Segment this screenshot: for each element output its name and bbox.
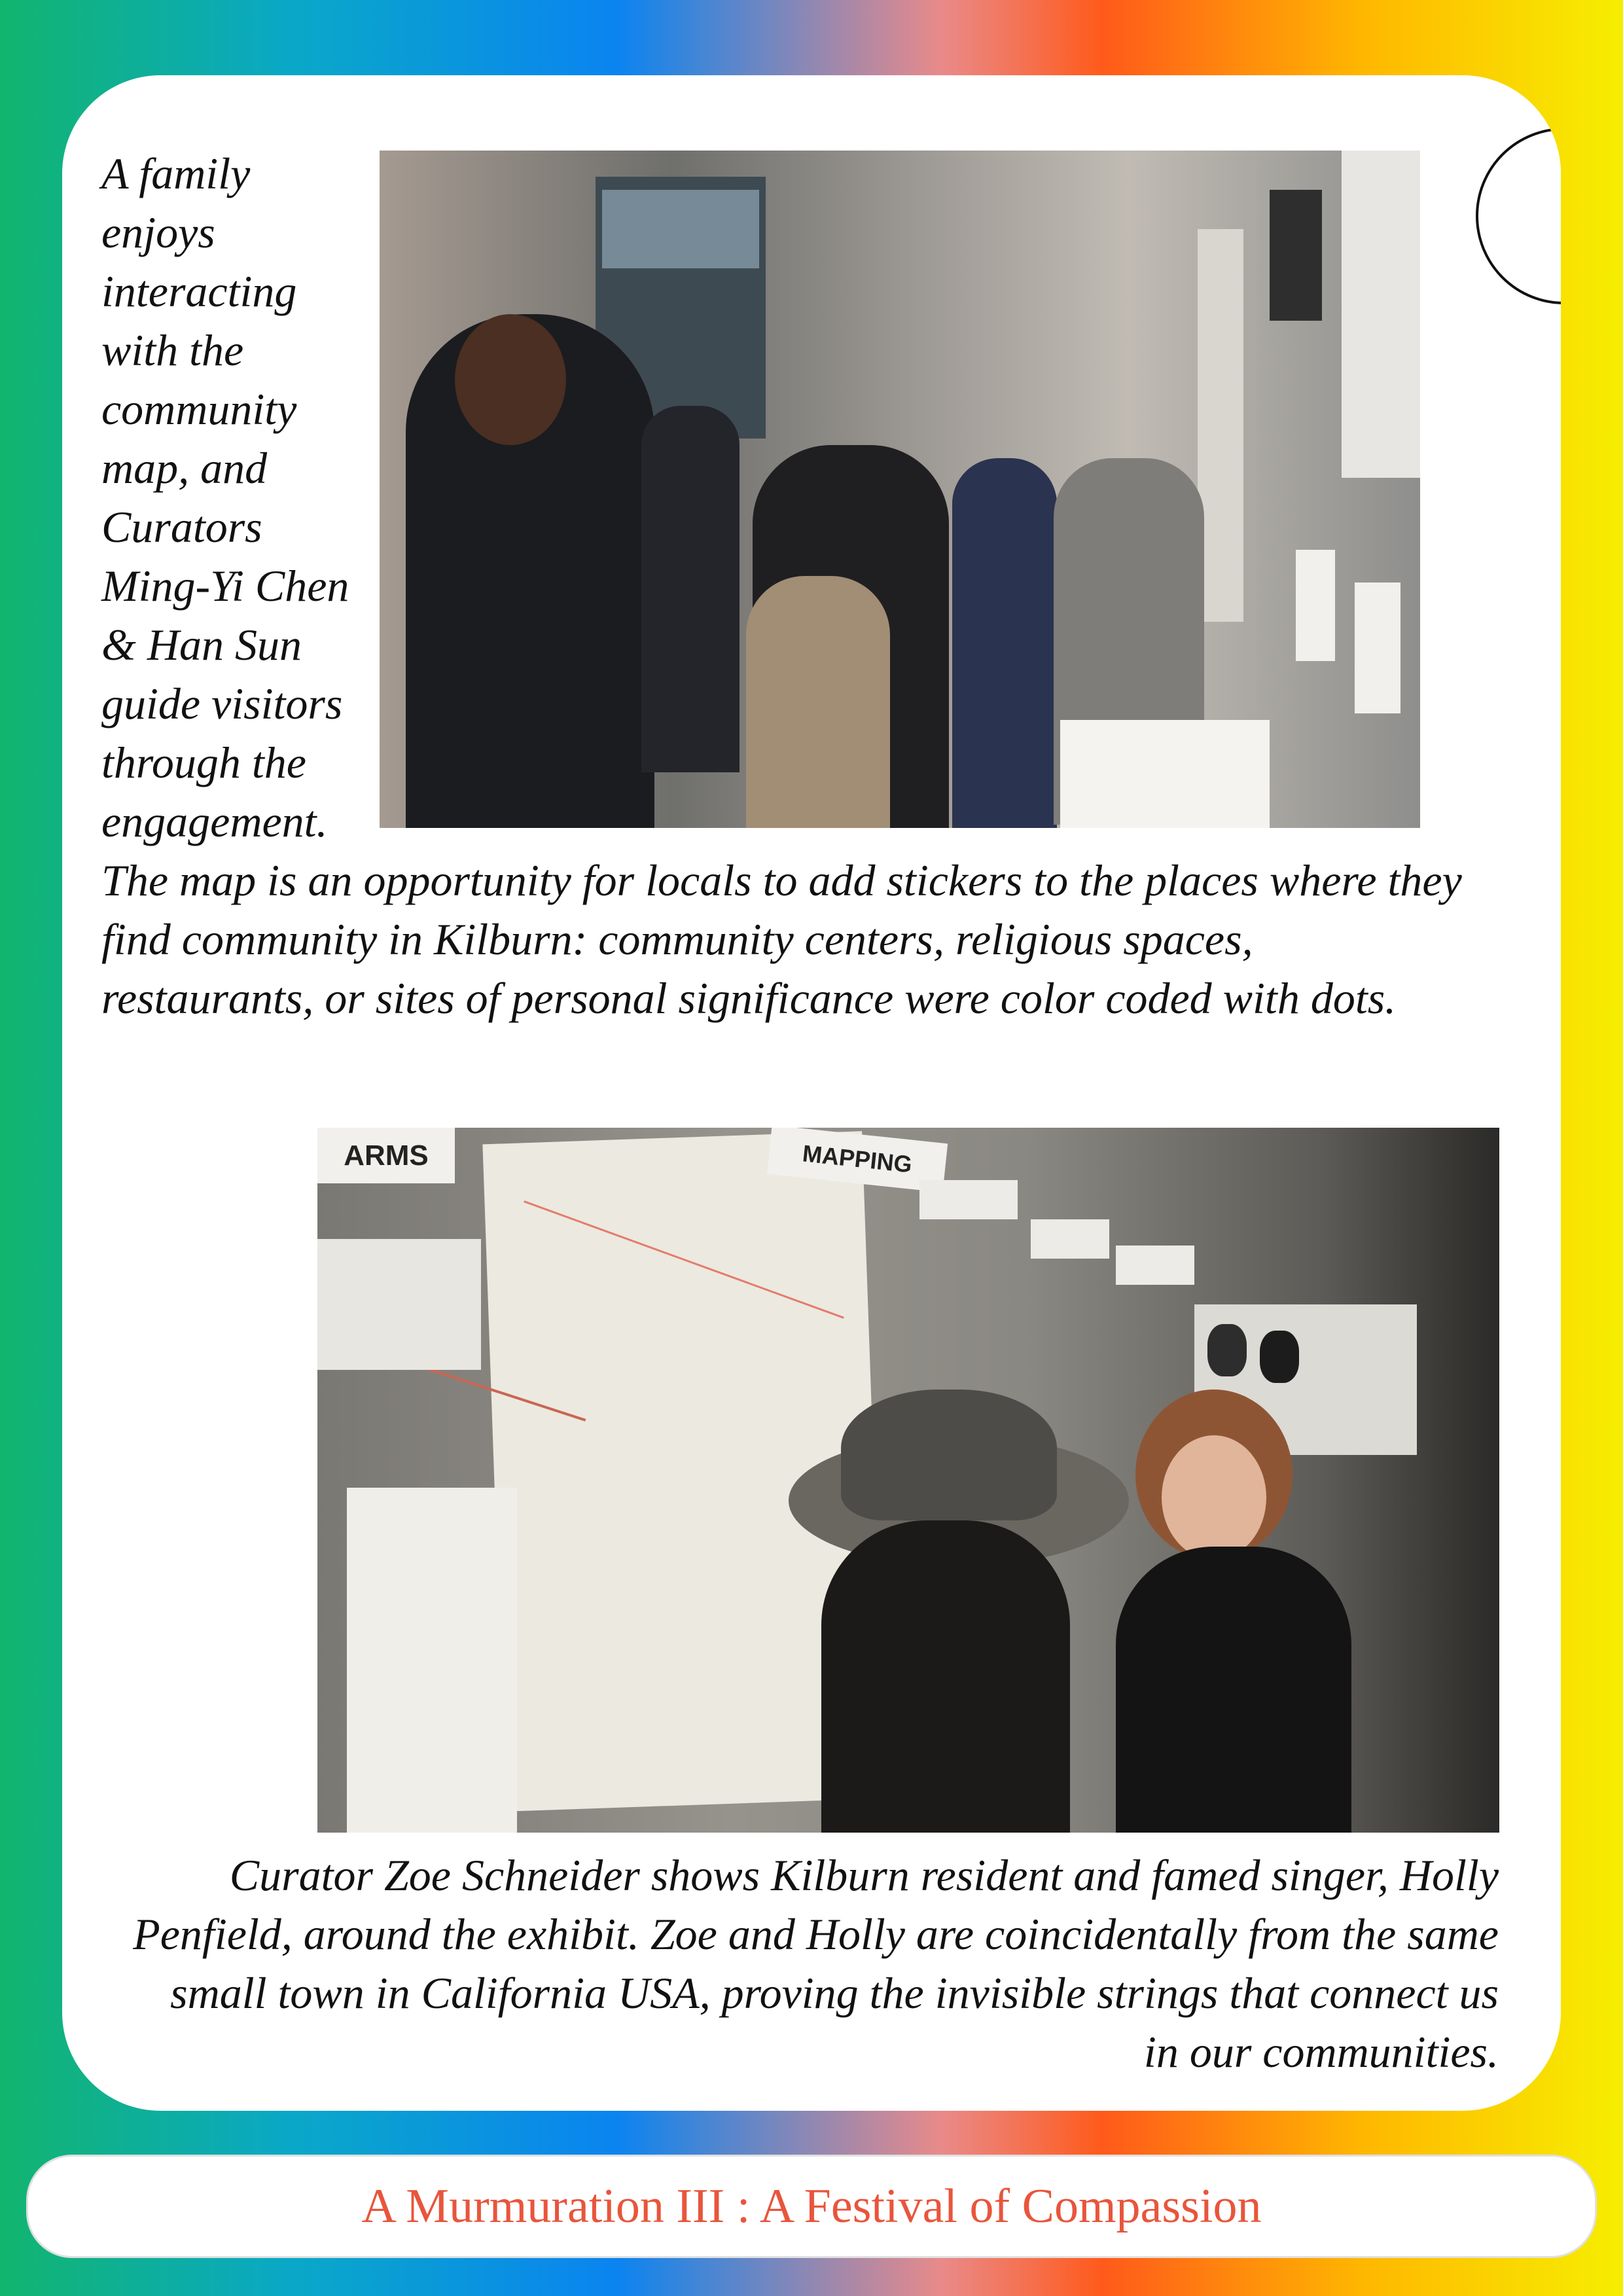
photo-curator-and-singer [317, 1128, 1499, 1833]
sign-mapping: MAPPING [801, 1139, 914, 1178]
corner-circle-decoration [1476, 128, 1561, 304]
caption-top-text: A family enjoys interacting with the community map, and Curators Ming-Yi Chen & Han Sun guide visitors through the engagement. The map is an opportunity for locals to add stickers to the places where they find community in Kilburn: community centers, religious spaces, restaurants, or sites of personal significance were color coded with dots. [101, 149, 1462, 1023]
sign-arms: ARMS [344, 1139, 429, 1172]
festival-title: A Murmuration III : A Festival of Compassion [361, 2179, 1262, 2233]
caption-top [101, 144, 1469, 1028]
footer-banner [26, 2155, 1597, 2258]
caption-bottom: Curator Zoe Schneider shows Kilburn resident and famed singer, Holly Penfield, around the exhibit. Zoe and Holly are coincidentally from the same small town in California USA, proving the invisible strings that connect us in our communities. [133, 1850, 1499, 2077]
photo-family-community-map [380, 151, 1420, 828]
